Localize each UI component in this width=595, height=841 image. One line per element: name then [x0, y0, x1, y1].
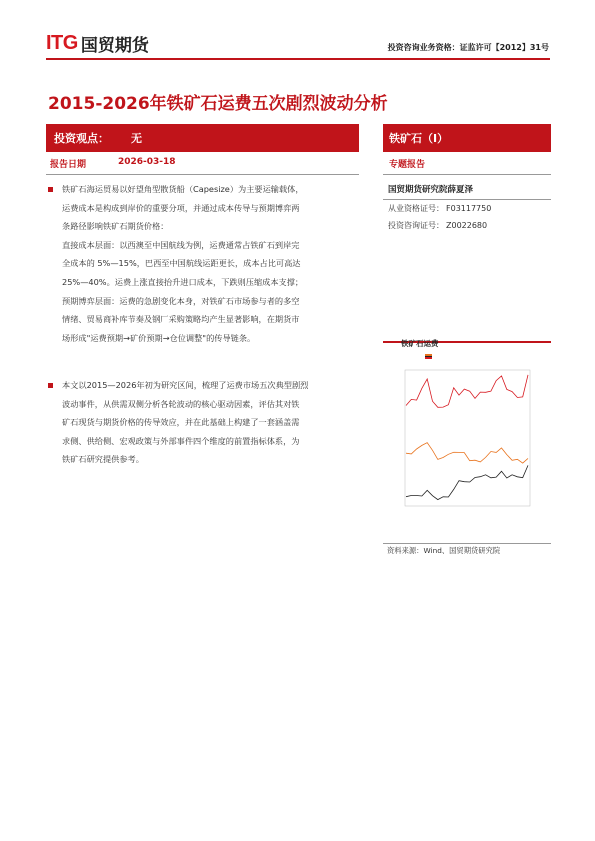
logo-chinese: 国贸期货 — [80, 35, 149, 56]
paragraph-1 — [48, 180, 360, 347]
series-line-2 — [406, 375, 528, 407]
text-line: 预期博弈层面：运费的急剧变化本身，对铁矿石市场参与者的多空 — [62, 295, 300, 306]
chart-source: 资料来源：Wind、国贸期货研究院 — [387, 546, 501, 555]
report-title: 2015-2026年铁矿石运费五次剧烈波动分析 — [48, 94, 388, 114]
qualification-row — [383, 200, 551, 217]
text-line: 条路径影响铁矿石期货价格： — [62, 221, 169, 232]
license-text: 投资咨询业务资格：证监许可【2012】31号 — [387, 43, 549, 52]
logo-latin: ITG — [46, 31, 78, 54]
text-line: 矿石现货与期货价格的传导效应，并在此基础上构建了一套涵盖需 — [62, 417, 300, 428]
analyst-name: 国贸期货研究院薛夏泽 — [383, 174, 551, 200]
legend-item-red — [425, 357, 434, 359]
text-line: 场形成"运费预期→矿价预期→仓位调整"的传导链条。 — [62, 332, 256, 343]
chart-legend — [425, 354, 434, 359]
series-line-1 — [406, 465, 528, 499]
text-line: 25%—40%。运费上涨直接抬升进口成本，下跌则压缩成本支撑； — [62, 276, 304, 287]
invest-license-number: Z0022680 — [446, 221, 488, 230]
report-date-row — [46, 152, 359, 175]
header-rule — [46, 58, 550, 60]
view-label: 投资观点： — [54, 132, 109, 145]
date-label: 报告日期 — [50, 160, 87, 170]
bullet-icon — [48, 187, 53, 192]
company-logo — [46, 31, 149, 56]
paragraph-2 — [48, 376, 360, 469]
freight-chart — [396, 366, 544, 518]
series-layer — [406, 375, 528, 500]
invest-license-label: 投资咨询证号： — [388, 221, 444, 230]
text-line: 铁矿石海运贸易以好望角型散货船（Capesize）为主要运输载体， — [62, 184, 304, 194]
investment-view-bar — [46, 124, 359, 152]
text-line: 铁矿石研究提供参考。 — [62, 454, 144, 465]
bullet-icon — [48, 383, 53, 388]
analyst-block — [383, 174, 551, 234]
text-line: 求侧、供给侧、宏观政策与外部事件四个维度的前置指标体系，为 — [62, 435, 300, 446]
report-type-row — [383, 152, 551, 175]
text-line: 全成本的 5%—15%，巴西至中国航线运距更长，成本占比可高达 — [62, 258, 301, 269]
report-type: 专题报告 — [389, 160, 426, 170]
qualification-label: 从业资格证号： — [388, 204, 444, 213]
text-line: 本文以2015—2026年初为研究区间，梳理了运费市场五次典型剧烈 — [62, 380, 309, 390]
view-value: 无 — [131, 132, 142, 145]
series-line-0 — [406, 443, 528, 464]
text-line: 情绪、贸易商补库节奏及钢厂采购策略均产生显著影响，在期货市 — [62, 314, 300, 325]
chart-title: 铁矿石运费 — [401, 339, 439, 348]
date-value: 2026-03-18 — [118, 157, 176, 167]
commodity-bar — [383, 124, 551, 152]
text-line: 波动事件，从供需双侧分析各轮波动的核心驱动因素，评估其对铁 — [62, 398, 300, 409]
text-line: 直接成本层面：以西澳至中国航线为例，运费通常占铁矿石到岸完 — [62, 239, 300, 250]
text-line: 运费成本是构成到岸价的重要分项，并通过成本传导与预期博弈两 — [62, 202, 300, 213]
invest-license-row — [383, 217, 551, 234]
qualification-number: F03117750 — [446, 204, 492, 213]
commodity-label: 铁矿石（I） — [389, 132, 449, 145]
